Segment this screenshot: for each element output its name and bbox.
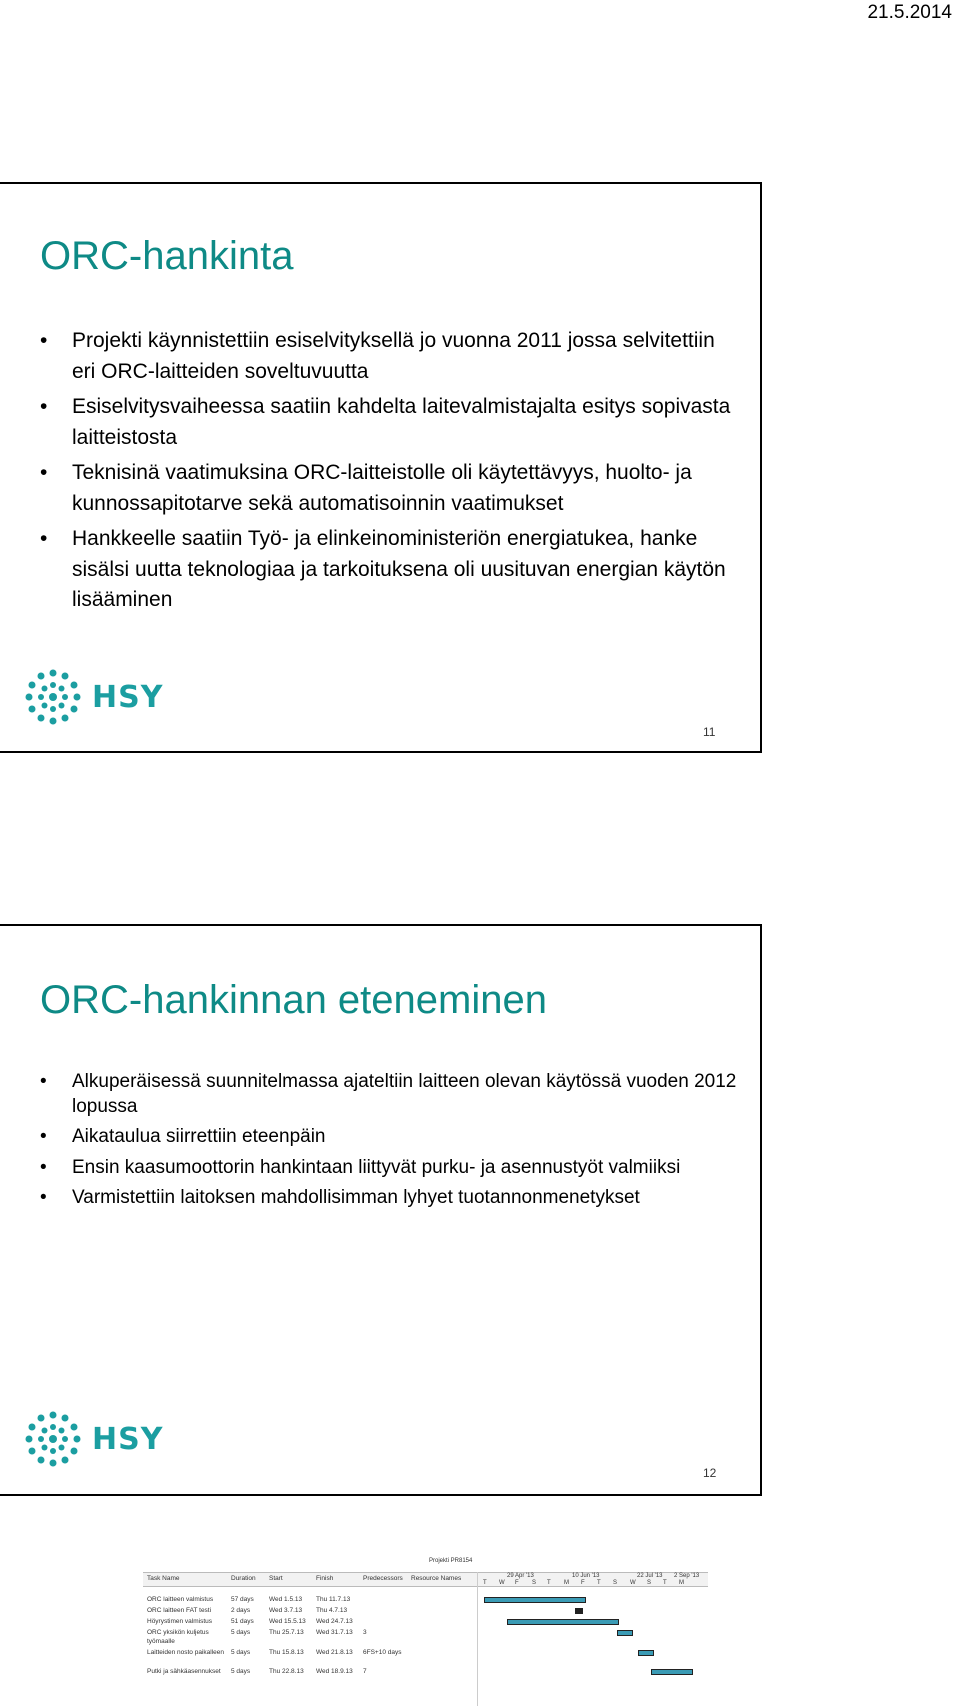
gantt-bar [575, 1608, 583, 1614]
task-duration: 5 days [231, 1629, 251, 1636]
bullet-list [40, 326, 742, 621]
gantt-col-header: Predecessors [363, 1575, 403, 1582]
gantt-bar [617, 1630, 633, 1636]
gantt-chart-image [143, 1551, 708, 1706]
task-start: Thu 25.7.13 [269, 1629, 304, 1636]
weekday: F [515, 1580, 519, 1586]
bullet-item: • Aikataulua siirrettiin eteenpäin [40, 1125, 742, 1150]
task-duration: 5 days [231, 1668, 251, 1675]
gantt-col-header: Task Name [147, 1575, 180, 1582]
gantt-row [143, 1595, 477, 1606]
weekday: F [581, 1580, 585, 1586]
slide-number: 12 [703, 1466, 717, 1480]
task-duration: 2 days [231, 1607, 251, 1614]
weekday: M [679, 1580, 684, 1586]
gantt-bar [651, 1669, 693, 1675]
task-start: Wed 3.7.13 [269, 1607, 303, 1614]
slide-title: ORC-hankinnan eteneminen [40, 978, 547, 1022]
bullet-list [40, 1070, 742, 1217]
weekday: T [483, 1580, 487, 1586]
gantt-row [143, 1637, 477, 1648]
gantt-row [143, 1617, 477, 1628]
weekday: T [597, 1580, 601, 1586]
bullet-item: • Projekti käynnistettiin esiselvityksellä jo vuonna 2011 jossa selvitettiin eri ORC-laitteiden soveltuvuutta [40, 326, 742, 387]
task-start: Wed 1.5.13 [269, 1596, 303, 1603]
task-finish: Wed 31.7.13 [316, 1629, 353, 1636]
bullet-item: • Alkuperäisessä suunnitelmassa ajateltiin laitteen olevan käytössä vuoden 2012 lopussa [40, 1070, 742, 1119]
hsy-logo [20, 664, 163, 730]
gantt-row [143, 1606, 477, 1617]
task-start: Wed 15.5.13 [269, 1618, 306, 1625]
slide-12 [0, 924, 762, 1675]
hsy-logo-icon [20, 1406, 86, 1472]
bullet-item: • Varmistettiin laitoksen mahdollisimman lyhyet tuotannonmenetykset [40, 1186, 742, 1211]
task-predecessor: 6FS+10 days [363, 1649, 402, 1656]
task-finish: Wed 21.8.13 [316, 1649, 353, 1656]
bullet-item: • Esiselvitysvaiheessa saatiin kahdelta laitevalmistajalta esitys sopivasta laitteistosta [40, 392, 742, 453]
weekday: S [532, 1580, 537, 1586]
bullet-item: • Ensin kaasumoottorin hankintaan liittyvät purku- ja asennustyöt valmiiksi [40, 1156, 742, 1181]
task-name: ORC laitteen FAT testi [147, 1607, 212, 1614]
task-duration: 51 days [231, 1618, 254, 1625]
hsy-logo [20, 1406, 163, 1472]
logo-text: HSY [92, 1421, 164, 1457]
task-name: työmaalle [147, 1638, 175, 1645]
weekday: M [564, 1580, 569, 1586]
slide-title: ORC-hankinta [40, 234, 294, 278]
task-name: ORC laitteen valmistus [147, 1596, 214, 1603]
slide-11 [0, 182, 762, 753]
page-date: 21.5.2014 [867, 2, 952, 23]
task-predecessor: 7 [363, 1668, 367, 1675]
task-finish: Wed 24.7.13 [316, 1618, 353, 1625]
task-name: Putki ja sähkäasennukset [147, 1668, 221, 1675]
timeline-label: 2 Sep '13 [674, 1573, 700, 1579]
gantt-timeline [477, 1572, 708, 1586]
task-name: ORC yksikön kuljetus [147, 1629, 209, 1636]
bullet-item: • Hankkeelle saatiin Työ- ja elinkeinoministeriön energiatukea, hanke sisälsi uutta teknologiaa ja tarkoituksena oli uusituvan energian käytön lisääminen [40, 524, 742, 616]
task-start: Thu 15.8.13 [269, 1649, 304, 1656]
weekday: T [547, 1580, 551, 1586]
gantt-row [143, 1648, 477, 1659]
weekday: W [499, 1580, 505, 1586]
gantt-divider [477, 1572, 478, 1706]
gantt-col-header: Start [269, 1575, 283, 1582]
gantt-col-header: Duration [231, 1575, 256, 1582]
gantt-project-title: Projekti PR8154 [429, 1558, 473, 1564]
task-finish: Wed 18.9.13 [316, 1668, 353, 1675]
task-finish: Thu 4.7.13 [316, 1607, 348, 1614]
gantt-bar [638, 1650, 654, 1656]
weekday: W [630, 1580, 636, 1586]
task-name: Laitteiden nosto paikalleen [147, 1649, 224, 1656]
task-predecessor: 3 [363, 1629, 367, 1636]
slide-number: 11 [703, 725, 716, 739]
weekday: T [663, 1580, 667, 1586]
task-name: Höyrystimen valmistus [147, 1618, 213, 1625]
task-finish: Thu 11.7.13 [316, 1596, 351, 1603]
bullet-item: • Teknisinä vaatimuksina ORC-laitteistolle oli käytettävyys, huolto- ja kunnossapitotarve sekä automatisoinnin vaatimukset [40, 458, 742, 519]
hsy-logo-icon [20, 664, 86, 730]
logo-text: HSY [92, 679, 164, 715]
task-duration: 57 days [231, 1596, 254, 1603]
timeline-label: 22 Jul '13 [637, 1573, 663, 1579]
weekday: S [647, 1580, 652, 1586]
weekday: S [613, 1580, 618, 1586]
timeline-label: 10 Jun '13 [572, 1573, 600, 1579]
timeline-label: 29 Apr '13 [507, 1573, 534, 1579]
task-duration: 5 days [231, 1649, 251, 1656]
gantt-col-header: Resource Names [411, 1575, 462, 1582]
gantt-bar [507, 1619, 619, 1625]
gantt-row [143, 1667, 477, 1678]
gantt-col-header: Finish [316, 1575, 334, 1582]
gantt-bar [484, 1597, 586, 1603]
task-start: Thu 22.8.13 [269, 1668, 304, 1675]
